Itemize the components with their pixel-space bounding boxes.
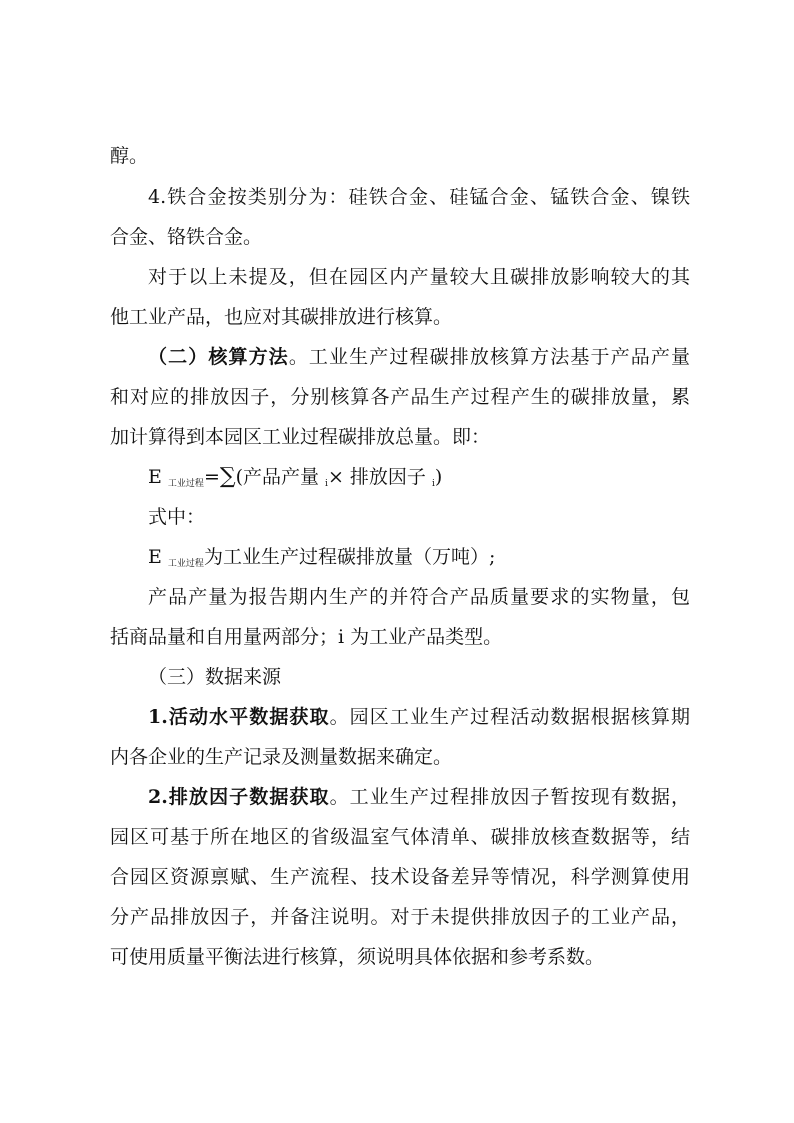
paragraph-line: 可使用质量平衡法进行核算，须说明具体依据和参考系数。 bbox=[110, 946, 605, 968]
formula-index: i bbox=[431, 479, 435, 489]
sigma-symbol: ∑ bbox=[219, 464, 236, 489]
subsection-heading: 1.活动水平数据获取 bbox=[148, 706, 330, 728]
paragraph-line: 内各企业的生产记录及测量数据来确定。 bbox=[110, 746, 453, 768]
paragraph-line: 括商品量和自用量两部分；i 为工业产品类型。 bbox=[110, 626, 503, 648]
formula-e: E bbox=[148, 546, 162, 568]
formula bbox=[148, 458, 690, 496]
section-heading: （二）核算方法 bbox=[148, 346, 289, 368]
formula-subscript: 工业过程 bbox=[167, 479, 204, 489]
paragraph-line: 合金、铬铁合金。 bbox=[110, 226, 263, 248]
paragraph-text: 为工业生产过程碳排放量（万吨）; bbox=[203, 546, 496, 568]
paragraph-line: 园区可基于所在地区的省级温室气体清单、碳排放核查数据等，结 bbox=[110, 826, 690, 848]
paragraph-line: 合园区资源禀赋、生产流程、技术设备差异等情况，科学测算使用 bbox=[110, 866, 690, 888]
formula-term: (产品产量 bbox=[235, 466, 319, 488]
formula-e: E bbox=[148, 466, 162, 488]
paragraph-line: 醇。 bbox=[110, 145, 149, 167]
paragraph-line: 式中： bbox=[148, 506, 206, 528]
paragraph-line: 和对应的排放因子，分别核算各产品生产过程产生的碳排放量，累 bbox=[110, 386, 690, 408]
paragraph-line: 4.铁合金按类别分为：硅铁合金、硅锰合金、锰铁合金、镍铁 bbox=[148, 186, 690, 208]
paragraph-line: 分产品排放因子，并备注说明。对于未提供排放因子的工业产品， bbox=[110, 906, 690, 928]
paragraph-line: 加计算得到本园区工业过程碳排放总量。即： bbox=[110, 426, 491, 448]
formula-term: × 排放因子 bbox=[327, 466, 426, 488]
paragraph-text: 。工业生产过程碳排放核算方法基于产品产量 bbox=[288, 346, 690, 368]
paragraph-line bbox=[148, 778, 690, 816]
paragraph-line: 他工业产品，也应对其碳排放进行核算。 bbox=[110, 306, 453, 328]
paragraph-line bbox=[148, 698, 690, 736]
paragraph-text: 。园区工业生产过程活动数据根据核算期 bbox=[329, 706, 690, 728]
formula-index: i bbox=[325, 479, 328, 489]
paragraph-line: 产品产量为报告期内生产的并符合产品质量要求的实物量，包 bbox=[148, 586, 690, 608]
formula-equals: = bbox=[203, 466, 220, 488]
section-heading: （三）数据来源 bbox=[148, 666, 282, 688]
paragraph-text: 。工业生产过程排放因子暂按现有数据， bbox=[329, 786, 690, 808]
formula-subscript: 工业过程 bbox=[167, 559, 204, 569]
paragraph-line: 对于以上未提及，但在园区内产量较大且碳排放影响较大的其 bbox=[148, 266, 690, 288]
subsection-heading: 2.排放因子数据获取 bbox=[148, 786, 330, 808]
paragraph-line bbox=[148, 538, 690, 576]
paragraph-line bbox=[148, 338, 690, 376]
formula-close: ) bbox=[434, 466, 443, 488]
